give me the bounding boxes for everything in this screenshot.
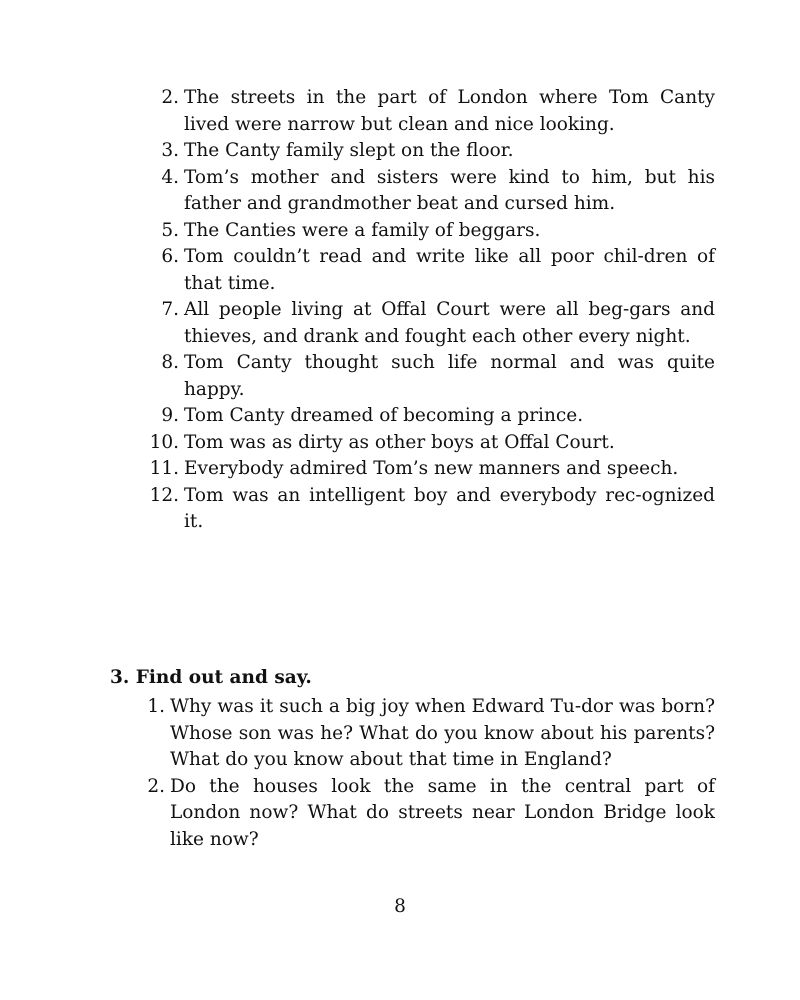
list-item: 8. Tom Canty thought such life normal and was quite happy. [161,352,715,400]
statement-list [140,85,715,536]
question-list [128,694,715,853]
list-item: 4. Tom’s mother and sisters were kind to him, but his father and grandmother beat and cursed him. [161,166,715,214]
list-item: 2. The streets in the part of London where Tom Canty lived were narrow but clean and nice looking. [161,87,715,135]
page-number: 8 [394,896,406,917]
list-item: 7. All people living at Offal Court were all beg-gars and thieves, and drank and fought each other every night. [161,299,715,347]
list-item: 3. The Canty family slept on the floor. [161,140,514,161]
list-item: 2. Do the houses look the same in the central part of London now? What do streets near London Bridge look like now? [147,775,715,850]
list-item: 6. Tom couldn’t read and write like all poor chil-dren of that time. [161,246,715,294]
list-item: 5. The Canties were a family of beggars. [161,219,541,241]
list-item: 1. Why was it such a big joy when Edward Tu-dor was born? Whose son was he? What do you know about his parents? What do you know about that time in England? [147,696,715,770]
list-item: 9. Tom Canty dreamed of becoming a prince. [161,405,584,426]
list-item: 10. Tom was as dirty as other boys at Offal Court. [149,431,615,453]
section-heading: 3. Find out and say. [110,667,312,688]
list-item: 11. Everybody admired Tom’s new manners and speech. [149,458,679,479]
list-item: 12. Tom was an intelligent boy and everybody rec-ognized it. [149,484,715,532]
